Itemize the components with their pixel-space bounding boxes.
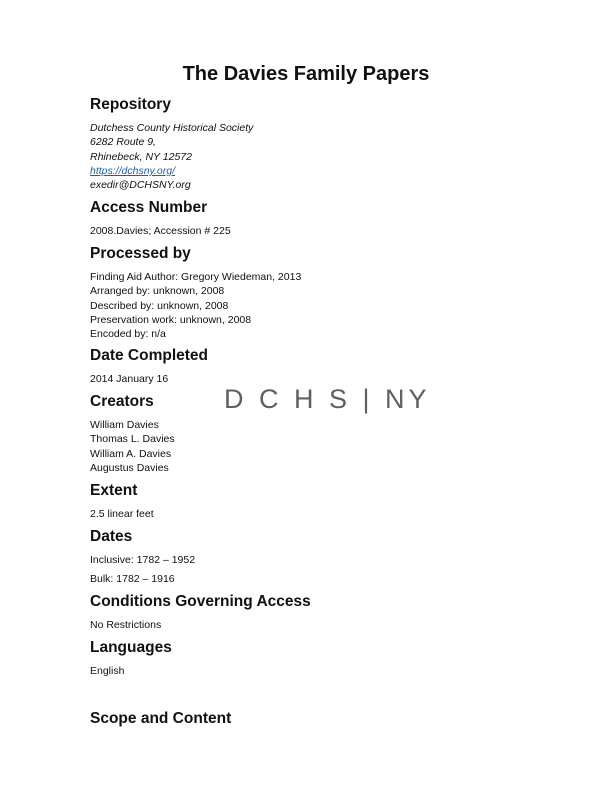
repository-name: Dutchess County Historical Society — [90, 122, 254, 134]
languages-section — [90, 638, 550, 678]
access-number-heading: Access Number — [90, 199, 208, 216]
dates-bulk: Bulk: 1782 – 1916 — [90, 573, 175, 586]
languages-heading: Languages — [90, 639, 172, 656]
repository-email: exedir@DCHSNY.org — [90, 179, 191, 192]
creator-name: William Davies — [90, 419, 159, 431]
repository-city: Rhinebeck, NY 12572 — [90, 150, 192, 163]
creators-heading: Creators — [90, 393, 154, 410]
date-completed-value: 2014 January 16 — [90, 373, 169, 385]
extent-section — [90, 481, 550, 521]
processed-by-line: Described by: unknown, 2008 — [90, 299, 229, 312]
creators-section — [90, 392, 550, 475]
processed-by-section — [90, 244, 550, 341]
repository-heading: Repository — [90, 96, 171, 113]
processed-by-line: Preservation work: unknown, 2008 — [90, 313, 252, 326]
dchs-watermark: D C H S | NY — [224, 384, 431, 414]
date-completed-section — [90, 346, 550, 386]
dates-heading: Dates — [90, 528, 133, 545]
document-title: The Davies Family Papers — [182, 63, 430, 85]
repository-website-link[interactable]: https://dchsny.org/ — [90, 164, 176, 177]
dates-inclusive: Inclusive: 1782 – 1952 — [90, 554, 196, 566]
creator-name: Thomas L. Davies — [90, 433, 175, 446]
processed-by-line: Arranged by: unknown, 2008 — [90, 285, 225, 298]
scope-heading: Scope and Content — [90, 710, 232, 727]
conditions-heading: Conditions Governing Access — [90, 593, 311, 610]
conditions-section — [90, 592, 550, 632]
conditions-value: No Restrictions — [90, 619, 162, 631]
repository-section — [90, 95, 550, 192]
access-number-value: 2008.Davies; Accession # 225 — [90, 225, 231, 237]
languages-value: English — [90, 665, 125, 677]
access-number-section — [90, 198, 550, 238]
repository-street: 6282 Route 9, — [90, 136, 156, 149]
creator-name: William A. Davies — [90, 447, 172, 460]
extent-heading: Extent — [90, 482, 138, 499]
processed-by-line: Finding Aid Author: Gregory Wiedeman, 2013 — [90, 271, 302, 283]
creator-name: Augustus Davies — [90, 461, 169, 474]
processed-by-line: Encoded by: n/a — [90, 328, 166, 341]
dates-section — [90, 527, 550, 587]
processed-by-heading: Processed by — [90, 245, 191, 262]
scope-section — [90, 709, 550, 735]
extent-value: 2.5 linear feet — [90, 508, 154, 520]
date-completed-heading: Date Completed — [90, 347, 208, 364]
